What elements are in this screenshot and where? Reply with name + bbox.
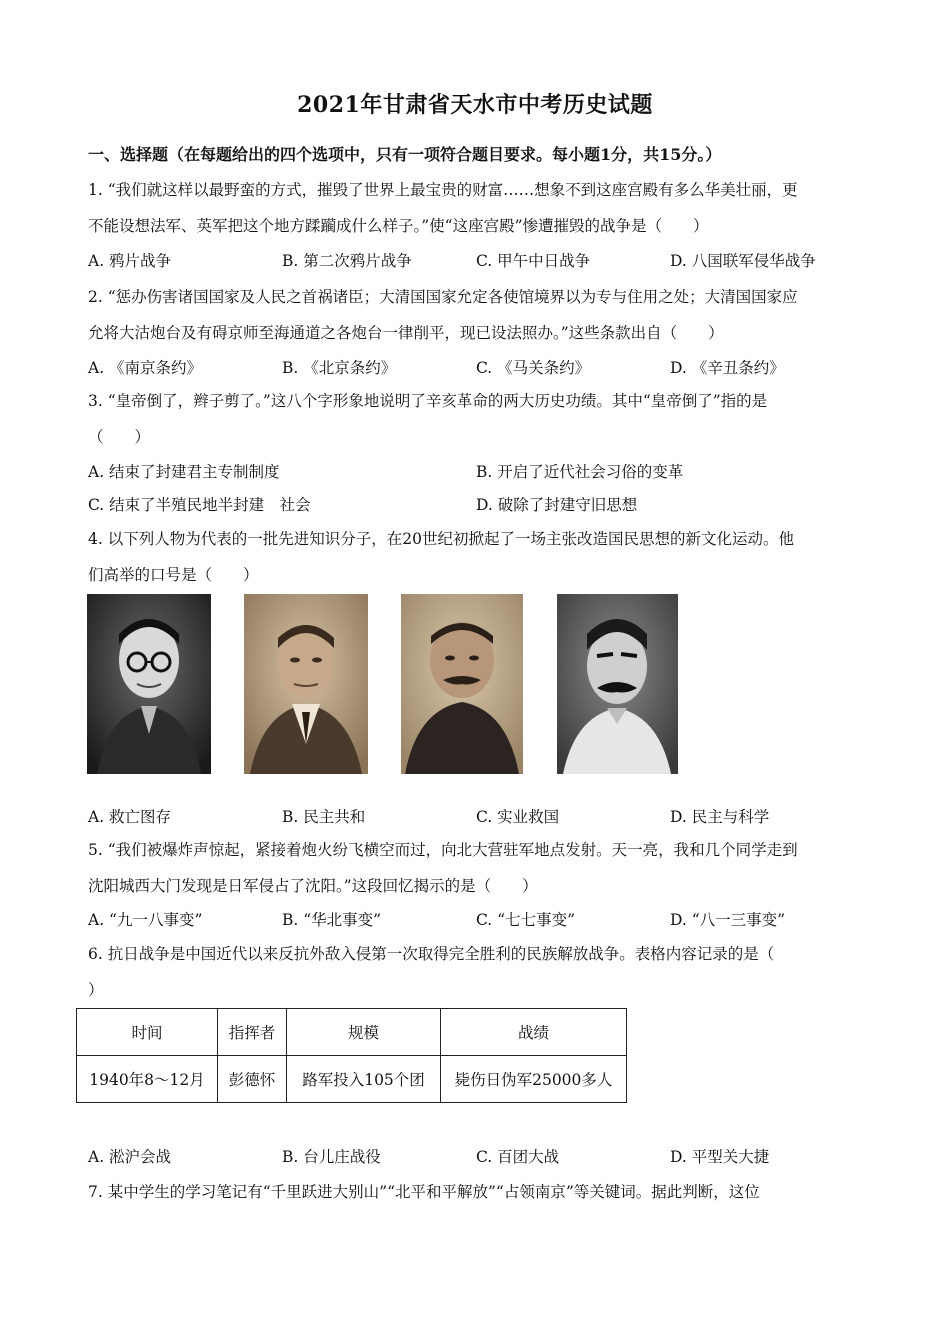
portrait-photo-2 bbox=[244, 594, 368, 774]
question-3-option-b: B. 开启了近代社会习俗的变革 bbox=[476, 463, 684, 481]
question-5-option-b: B. “华北事变” bbox=[282, 911, 382, 929]
page-title: 2021年甘肃省天水市中考历史试题 bbox=[297, 92, 653, 118]
battle-table bbox=[76, 1008, 627, 1103]
question-6-line-2: ） bbox=[88, 981, 104, 999]
table-cell: 1940年8～12月 bbox=[77, 1056, 218, 1103]
question-4-line-1: 4. 以下列人物为代表的一批先进知识分子，在20世纪初掀起了一场主张改造国民思想的新文化运动。他 bbox=[88, 530, 794, 548]
question-6-option-a: A. 淞沪会战 bbox=[88, 1148, 172, 1166]
question-3-line-2: （ ） bbox=[88, 428, 151, 446]
question-4-line-2: 们高举的口号是（ ） bbox=[88, 566, 259, 584]
table-header-row bbox=[77, 1009, 627, 1056]
question-1-option-b: B. 第二次鸦片战争 bbox=[282, 252, 412, 270]
question-5-option-c: C. “七七事变” bbox=[476, 911, 576, 929]
question-3-line-1: 3. “皇帝倒了，辫子剪了。”这八个字形象地说明了辛亥革命的两大历史功绩。其中“皇帝倒了”指的是 bbox=[88, 392, 768, 410]
question-6-option-b: B. 台儿庄战役 bbox=[282, 1148, 381, 1166]
question-6-option-d: D. 平型关大捷 bbox=[670, 1148, 770, 1166]
question-2-option-d: D. 《辛丑条约》 bbox=[670, 359, 785, 377]
table-cell: 路军投入105个团 bbox=[287, 1056, 441, 1103]
portrait-photo-1 bbox=[87, 594, 211, 774]
question-3-option-c: C. 结束了半殖民地半封建 社会 bbox=[88, 496, 311, 514]
question-5-option-a: A. “九一八事变” bbox=[88, 911, 203, 929]
question-2-option-c: C. 《马关条约》 bbox=[476, 359, 591, 377]
question-5-line-1: 5. “我们被爆炸声惊起，紧接着炮火纷飞横空而过，向北大营驻军地点发射。天一亮，我和几个同学走到 bbox=[88, 841, 798, 859]
question-6-option-c: C. 百团大战 bbox=[476, 1148, 560, 1166]
question-1-option-a: A. 鸦片战争 bbox=[88, 252, 172, 270]
section-heading: 一、选择题（在每题给出的四个选项中，只有一项符合题目要求。每小题1分，共15分。） bbox=[88, 145, 722, 164]
question-3-option-a: A. 结束了封建君主专制制度 bbox=[88, 463, 280, 481]
question-2-line-1: 2. “惩办伤害诸国国家及人民之首祸诸臣；大清国国家允定各使馆境界以为专与住用之处；大清国国家应 bbox=[88, 288, 798, 306]
table-header-cell: 规模 bbox=[287, 1009, 441, 1056]
question-2-option-a: A. 《南京条约》 bbox=[88, 359, 203, 377]
table-cell: 彭德怀 bbox=[218, 1056, 287, 1103]
question-1-option-c: C. 甲午中日战争 bbox=[476, 252, 591, 270]
table-cell: 毙伤日伪军25000多人 bbox=[441, 1056, 627, 1103]
question-4-option-b: B. 民主共和 bbox=[282, 808, 366, 826]
question-1-line-1: 1. “我们就这样以最野蛮的方式，摧毁了世界上最宝贵的财富……想象不到这座宫殿有多么华美壮丽，更 bbox=[88, 181, 798, 199]
question-7-line-1: 7. 某中学生的学习笔记有“千里跃进大别山”“北平和平解放”“占领南京”等关键词。据此判断，这位 bbox=[88, 1183, 760, 1201]
question-5-option-d: D. “八一三事变” bbox=[670, 911, 786, 929]
question-1-line-2: 不能设想法军、英军把这个地方蹂躏成什么样子。”使“这座宫殿”惨遭摧毁的战争是（ ） bbox=[88, 217, 709, 235]
question-4-option-a: A. 救亡图存 bbox=[88, 808, 172, 826]
table-header-cell: 战绩 bbox=[441, 1009, 627, 1056]
question-2-line-2: 允将大沽炮台及有碍京师至海通道之各炮台一律削平，现已设法照办。”这些条款出自（ ） bbox=[88, 324, 724, 342]
question-4-option-d: D. 民主与科学 bbox=[670, 808, 770, 826]
question-5-line-2: 沈阳城西大门发现是日军侵占了沈阳。”这段回忆揭示的是（ ） bbox=[88, 877, 538, 895]
question-1-option-d: D. 八国联军侵华战争 bbox=[670, 252, 816, 270]
question-2-option-b: B. 《北京条约》 bbox=[282, 359, 397, 377]
question-6-line-1: 6. 抗日战争是中国近代以来反抗外敌入侵第一次取得完全胜利的民族解放战争。表格内容记录的是（ bbox=[88, 945, 775, 963]
table-header-cell: 时间 bbox=[77, 1009, 218, 1056]
table-header-cell: 指挥者 bbox=[218, 1009, 287, 1056]
table-row bbox=[77, 1056, 627, 1103]
question-4-option-c: C. 实业救国 bbox=[476, 808, 560, 826]
portrait-photo-4 bbox=[557, 594, 678, 774]
portrait-photo-3 bbox=[401, 594, 523, 774]
question-3-option-d: D. 破除了封建守旧思想 bbox=[476, 496, 638, 514]
